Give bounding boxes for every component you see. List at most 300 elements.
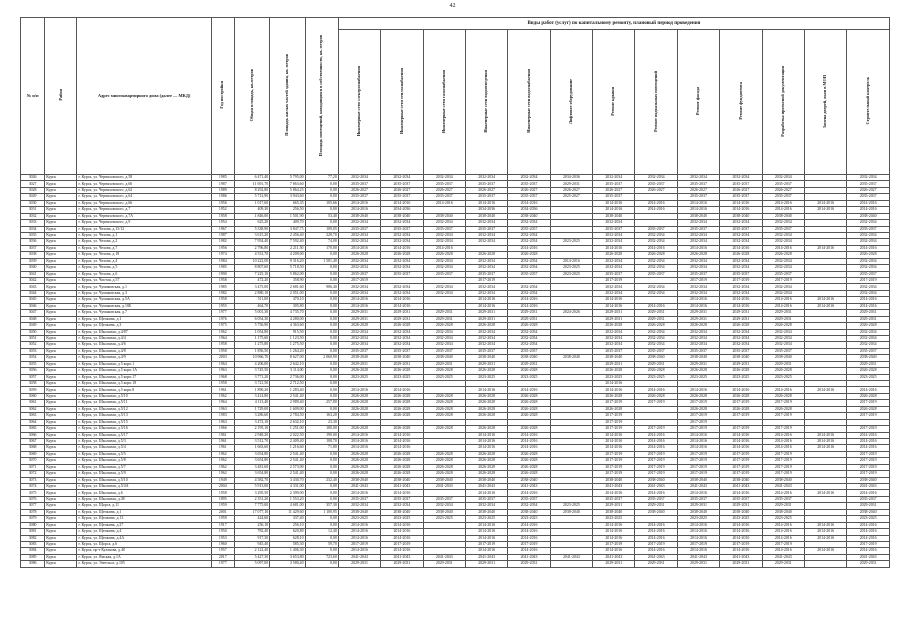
cell-work-period: 2032-2034 — [423, 232, 465, 238]
cell-o: 0,00 — [305, 381, 338, 387]
cell-work-period: 2014-2016 — [508, 522, 550, 528]
cell-l: 2 573,90 — [270, 464, 305, 470]
cell-work-period: 2029-2031 — [423, 316, 465, 322]
cell-work-period: 2032-2034 — [423, 265, 465, 271]
cell-work-period: 2032-2034 — [423, 239, 465, 245]
cell-work-period: 2026-2028 — [847, 368, 890, 374]
cell-work-period: 2014-2016 — [338, 297, 380, 303]
cell-n: 3077 — [21, 503, 45, 509]
cell-l: 665,35 — [270, 200, 305, 206]
cell-work-period: 2026-2028 — [593, 368, 635, 374]
cell-o: 0,00 — [305, 561, 338, 567]
cell-work-period: 2023-2025 — [381, 374, 423, 380]
cell-n: 3028 — [21, 187, 45, 193]
cell-work-period: 2032-2034 — [762, 284, 804, 290]
cell-work-period: 2032-2034 — [847, 265, 890, 271]
cell-n: 3048 — [21, 316, 45, 322]
cell-o: 0,00 — [305, 329, 338, 335]
cell-work-period: 2041-2043 — [423, 484, 465, 490]
cell-d: Курск — [45, 458, 77, 464]
cell-a: г. Курск, ул. Школьная, д.5/11 — [77, 400, 211, 406]
header-work-2: Инженерные сети газоснабжения — [423, 30, 465, 175]
cell-l: 358,90 — [270, 278, 305, 284]
cell-l: 9 316,20 — [270, 258, 305, 264]
cell-work-period: 2026-2028 — [762, 323, 804, 329]
cell-d: Курск — [45, 303, 77, 309]
cell-work-period: 2026-2028 — [338, 458, 380, 464]
cell-work-period: 2032-2034 — [677, 265, 719, 271]
cell-work-period: 2038-2040 — [423, 213, 465, 219]
cell-work-period: 2014-2016 — [677, 303, 719, 309]
cell-work-period: 2014-2016 — [593, 432, 635, 438]
cell-d: Курск — [45, 522, 77, 528]
cell-work-period: 2026-2027 — [847, 187, 890, 193]
cell-work-period: 2029-2031 — [550, 181, 592, 187]
cell-y: 2001 — [211, 509, 234, 515]
cell-a: г. Курск, ул. Чумаковская, д.7 — [77, 310, 211, 316]
cell-work-period: 2029-2031 — [720, 503, 762, 509]
cell-work-period: 2014-2016 — [338, 438, 380, 444]
cell-d: Курск — [45, 213, 77, 219]
cell-work-period: 2029-2031 — [508, 316, 550, 322]
cell-a: г. Курск, ул. Школьная, д.5/4 — [77, 445, 211, 451]
cell-work-period: 2026-2028 — [847, 323, 890, 329]
cell-work-period: 2035-2037 — [847, 181, 890, 187]
header-works-group: Виды работ (услуг) по капитальному ремонту, плановый период проведения — [338, 18, 889, 30]
cell-work-period: 2026-2028 — [762, 252, 804, 258]
cell-l: 3 114,00 — [270, 368, 305, 374]
cell-t: 1 175,60 — [234, 335, 269, 341]
cell-y: 1958 — [211, 297, 234, 303]
cell-t: 3 512,70 — [234, 438, 269, 444]
cell-a: г. Курск, ул. Чехова, д.1 — [77, 232, 211, 238]
cell-y: 1983 — [211, 413, 234, 419]
cell-work-period: 2026-2028 — [381, 413, 423, 419]
cell-work-period: 2026-2028 — [677, 368, 719, 374]
cell-work-period: 2014-2016 — [762, 529, 804, 535]
cell-work-period: 2014-2016 — [465, 297, 507, 303]
cell-work-period: 2017-2019 — [762, 541, 804, 547]
cell-work-period: 2032-2034 — [338, 284, 380, 290]
cell-work-period: 2014-2016 — [338, 245, 380, 251]
cell-a: г. Курск, ул. Школьная, д.5/9 — [77, 471, 211, 477]
cell-work-period: 2035-2037 — [593, 181, 635, 187]
cell-l: 2 022,50 — [270, 432, 305, 438]
cell-work-period: 2014-2016 — [338, 303, 380, 309]
cell-work-period: 2017-2019 — [635, 451, 677, 457]
cell-work-period: 2041-2043 — [423, 554, 465, 560]
cell-work-period: 2014-2016 — [508, 297, 550, 303]
cell-y: 1963 — [211, 406, 234, 412]
cell-work-period: 2026-2028 — [677, 323, 719, 329]
cell-d: Курск — [45, 374, 77, 380]
cell-work-period: 2032-2034 — [635, 258, 677, 264]
cell-n: 3068 — [21, 445, 45, 451]
cell-y: 1958 — [211, 213, 234, 219]
cell-work-period: 2035-2037 — [720, 194, 762, 200]
cell-work-period: 2014-2016 — [720, 207, 762, 213]
cell-work-period: 2038-2040 — [677, 477, 719, 483]
cell-a: г. Курск, ул. Чехова, д.7 — [77, 245, 211, 251]
cell-o: 0,00 — [305, 271, 338, 277]
cell-work-period: 2014-2016 — [847, 445, 890, 451]
cell-d: Курск — [45, 297, 77, 303]
cell-work-period: 2035-2037 — [381, 271, 423, 277]
cell-d: Курск — [45, 477, 77, 483]
cell-d: Курск — [45, 368, 77, 374]
cell-t: 3 654,80 — [234, 451, 269, 457]
cell-work-period: 2032-2034 — [593, 284, 635, 290]
cell-work-period: 2029-2031 — [593, 361, 635, 367]
cell-l: 628,10 — [270, 535, 305, 541]
cell-t: 3 475,00 — [234, 284, 269, 290]
cell-work-period: 2035-2037 — [762, 496, 804, 502]
cell-a: г. Курск, пр-т Кулакова, д.40 — [77, 548, 211, 554]
cell-work-period: 2035-2037 — [720, 348, 762, 354]
cell-work-period: 2026-2028 — [508, 426, 550, 432]
cell-t: 3 721,50 — [234, 381, 269, 387]
cell-work-period: 2014-2016 — [381, 200, 423, 206]
cell-y: 1961 — [211, 438, 234, 444]
cell-work-period: 2038-2040 — [381, 477, 423, 483]
cell-work-period: 2026-2028 — [465, 451, 507, 457]
cell-work-period: 2017-2019 — [635, 471, 677, 477]
cell-l: 2 642,10 — [270, 361, 305, 367]
cell-work-period: 2026-2028 — [381, 400, 423, 406]
cell-y: 1895 — [211, 496, 234, 502]
cell-a: г. Курск, ул. Школьная, д.5/7 — [77, 464, 211, 470]
cell-l: 4 280,00 — [270, 316, 305, 322]
cell-n: 3083 — [21, 541, 45, 547]
cell-t: 3 286,60 — [234, 413, 269, 419]
cell-work-period: 2038-2040 — [423, 355, 465, 361]
cell-work-period: 2032-2034 — [635, 175, 677, 181]
cell-work-period: 2032-2034 — [338, 503, 380, 509]
cell-a: г. Курск, ул. Ямская, д.1А — [77, 554, 211, 560]
cell-n: 3067 — [21, 438, 45, 444]
header-work-3: Инженерные сети водоотведения — [465, 30, 507, 175]
cell-y: 1987 — [211, 232, 234, 238]
cell-work-period: 2014-2016 — [381, 297, 423, 303]
cell-work-period: 2014-2016 — [720, 548, 762, 554]
cell-work-period: 2023-2025 — [550, 271, 592, 277]
cell-work-period: 2041-2043 — [635, 554, 677, 560]
cell-work-period: 2014-2016 — [720, 490, 762, 496]
cell-work-period: 2032-2034 — [635, 335, 677, 341]
cell-work-period: 2032-2034 — [338, 342, 380, 348]
cell-work-period: 2014-2016 — [804, 522, 846, 528]
cell-n: 3086 — [21, 561, 45, 567]
cell-work-period: 2035-2037 — [508, 348, 550, 354]
cell-y: 1985 — [211, 284, 234, 290]
cell-n: 3076 — [21, 496, 45, 502]
cell-work-period: 2017-2019 — [677, 451, 719, 457]
cell-n: 3042 — [21, 278, 45, 284]
cell-work-period: 2026-2028 — [423, 464, 465, 470]
cell-work-period: 2026-2028 — [847, 406, 890, 412]
cell-y: 1958 — [211, 490, 234, 496]
cell-work-period: 2029-2031 — [720, 561, 762, 567]
cell-l: 2 712,50 — [270, 381, 305, 387]
cell-n: 3027 — [21, 181, 45, 187]
cell-work-period: 2032-2034 — [762, 239, 804, 245]
header-district: Район — [45, 18, 77, 175]
cell-o: 0,00 — [305, 451, 338, 457]
cell-o: 0,00 — [305, 342, 338, 348]
cell-work-period: 2014-2016 — [338, 548, 380, 554]
cell-work-period: 2026-2028 — [720, 252, 762, 258]
cell-work-period: 2014-2016 — [635, 207, 677, 213]
cell-work-period: 2035-2037 — [847, 348, 890, 354]
cell-work-period: 2026-2028 — [508, 413, 550, 419]
cell-work-period: 2014-2016 — [465, 303, 507, 309]
cell-work-period: 2023-2025 — [847, 516, 890, 522]
cell-work-period: 2041-2043 — [508, 484, 550, 490]
header-living-area: Площадь жилых частей здания, кв. метров — [270, 18, 305, 175]
cell-t: 1 846,00 — [234, 213, 269, 219]
cell-work-period: 2035-2037 — [847, 496, 890, 502]
cell-y: 1985 — [211, 265, 234, 271]
cell-work-period: 2026-2027 — [635, 187, 677, 193]
cell-work-period: 2026-2028 — [465, 464, 507, 470]
cell-work-period: 2034-2036 — [381, 207, 423, 213]
cell-work-period: 2014-2016 — [847, 522, 890, 528]
cell-work-period: 2029-2031 — [847, 361, 890, 367]
cell-work-period: 2014-2016 — [804, 535, 846, 541]
cell-work-period: 2026-2028 — [762, 368, 804, 374]
cell-work-period: 2032-2034 — [720, 232, 762, 238]
cell-work-period: 2014-2016 — [762, 445, 804, 451]
cell-work-period: 2029-2031 — [593, 310, 635, 316]
cell-o: 0,00 — [305, 361, 338, 367]
cell-y: 1967 — [211, 226, 234, 232]
cell-work-period: 2029-2031 — [423, 561, 465, 567]
cell-work-period: 2017-2019 — [762, 471, 804, 477]
cell-o: 0,00 — [305, 310, 338, 316]
cell-d: Курск — [45, 284, 77, 290]
cell-work-period: 2014-2016 — [593, 200, 635, 206]
cell-work-period: 2029-2031 — [762, 361, 804, 367]
cell-n: 3043 — [21, 284, 45, 290]
cell-work-period: 2026-2028 — [508, 368, 550, 374]
cell-o: 0,00 — [305, 374, 338, 380]
cell-work-period: 2029-2031 — [593, 503, 635, 509]
cell-work-period: 2017-2019 — [593, 419, 635, 425]
cell-d: Курск — [45, 329, 77, 335]
cell-work-period: 2017-2019 — [762, 400, 804, 406]
cell-n: 3064 — [21, 419, 45, 425]
cell-work-period: 2035-2037 — [635, 348, 677, 354]
cell-work-period: 2029-2031 — [677, 561, 719, 567]
cell-work-period: 2023-2025 — [762, 516, 804, 522]
cell-work-period: 2014-2016 — [338, 522, 380, 528]
cell-work-period: 2032-2034 — [381, 503, 423, 509]
cell-work-period: 2014-2016 — [804, 387, 846, 393]
cell-work-period: 2032-2034 — [762, 329, 804, 335]
cell-work-period: 2026-2028 — [338, 323, 380, 329]
cell-work-period: 2014-2016 — [593, 445, 635, 451]
cell-work-period: 2017-2019 — [847, 541, 890, 547]
cell-d: Курск — [45, 335, 77, 341]
cell-work-period: 2035-2037 — [465, 496, 507, 502]
cell-work-period: 2026-2028 — [465, 368, 507, 374]
cell-work-period: 2014-2016 — [635, 438, 677, 444]
cell-work-period: 2026-2028 — [508, 323, 550, 329]
cell-work-period: 2035-2037 — [465, 181, 507, 187]
cell-a: г. Курск, ул. Школьная, д.5/13 — [77, 413, 211, 419]
cell-o: 0,00 — [305, 484, 338, 490]
cell-work-period: 2017-2019 — [593, 278, 635, 284]
cell-work-period: 2032-2034 — [508, 258, 550, 264]
cell-work-period: 2017-2019 — [338, 541, 380, 547]
cell-work-period: 2032-2034 — [465, 265, 507, 271]
cell-work-period: 2035-2037 — [508, 271, 550, 277]
cell-work-period: 2014-2016 — [720, 245, 762, 251]
cell-work-period: 2029-2031 — [635, 316, 677, 322]
cell-work-period: 2032-2034 — [465, 220, 507, 226]
cell-work-period: 2032-2034 — [720, 290, 762, 296]
cell-l: 3 847,75 — [270, 226, 305, 232]
cell-d: Курск — [45, 232, 77, 238]
cell-work-period: 2029-2031 — [508, 561, 550, 567]
cell-l: 1 501,90 — [270, 213, 305, 219]
cell-work-period: 2038-2040 — [762, 355, 804, 361]
cell-work-period: 2017-2019 — [465, 541, 507, 547]
cell-work-period: 2032-2034 — [593, 335, 635, 341]
cell-n: 3070 — [21, 458, 45, 464]
cell-work-period: 2026-2028 — [847, 393, 890, 399]
cell-work-period: 2026-2028 — [423, 471, 465, 477]
cell-work-period: 2038-2040 — [847, 509, 890, 515]
cell-l: 7 863,60 — [270, 181, 305, 187]
cell-work-period: 2032-2034 — [423, 290, 465, 296]
cell-work-period: 2032-2034 — [508, 220, 550, 226]
cell-n: 3069 — [21, 451, 45, 457]
cell-work-period: 2032-2034 — [508, 284, 550, 290]
cell-work-period: 2029-2031 — [635, 361, 677, 367]
cell-d: Курск — [45, 355, 77, 361]
cell-work-period: 2041-2043 — [381, 484, 423, 490]
cell-work-period: 2029-2031 — [381, 316, 423, 322]
cell-t: 1 663,60 — [234, 445, 269, 451]
cell-work-period: 2035-2037 — [677, 348, 719, 354]
cell-a: г. Курск, ул. Щепкина, д.3 — [77, 323, 211, 329]
cell-work-period: 2041-2043 — [550, 554, 592, 560]
cell-d: Курск — [45, 451, 77, 457]
cell-work-period: 2035-2037 — [381, 181, 423, 187]
cell-a: г. Курск, ул. Школьная, д.5/8 — [77, 458, 211, 464]
header-address: Адрес многоквартирного дома (далее — МКД) — [77, 18, 211, 175]
cell-work-period: 2017-2019 — [635, 464, 677, 470]
cell-work-period: 2032-2034 — [847, 239, 890, 245]
cell-work-period: 2023-2025 — [465, 516, 507, 522]
cell-t: 5 712,90 — [234, 194, 269, 200]
cell-l: 4 363,60 — [270, 323, 305, 329]
cell-y: 1950 — [211, 529, 234, 535]
cell-work-period: 2026-2028 — [423, 400, 465, 406]
cell-work-period: 2017-2019 — [635, 400, 677, 406]
cell-work-period: 2014-2016 — [677, 207, 719, 213]
cell-l: 2 989,40 — [270, 400, 305, 406]
cell-n: 3040 — [21, 265, 45, 271]
cell-work-period: 2029-2031 — [762, 316, 804, 322]
cell-work-period: 2014-2016 — [677, 445, 719, 451]
cell-work-period: 2032-2034 — [635, 239, 677, 245]
cell-l: 337,40 — [270, 516, 305, 522]
cell-work-period: 2014-2016 — [593, 297, 635, 303]
cell-work-period: 2014-2016 — [508, 445, 550, 451]
cell-d: Курск — [45, 393, 77, 399]
cell-work-period: 2035-2037 — [465, 271, 507, 277]
cell-n: 3037 — [21, 245, 45, 251]
cell-work-period: 2032-2034 — [847, 335, 890, 341]
cell-work-period: 2014-2016 — [508, 432, 550, 438]
cell-t: 3 472,10 — [234, 419, 269, 425]
cell-d: Курск — [45, 258, 77, 264]
cell-work-period: 2029-2031 — [338, 561, 380, 567]
cell-work-period: 2026-2027 — [550, 187, 592, 193]
cell-work-period: 2014-2016 — [381, 438, 423, 444]
cell-work-period: 2026-2027 — [381, 187, 423, 193]
cell-l: 2 399,00 — [270, 490, 305, 496]
cell-work-period: 2038-2040 — [677, 213, 719, 219]
cell-work-period: 2032-2034 — [762, 220, 804, 226]
cell-work-period: 2026-2028 — [508, 471, 550, 477]
cell-d: Курск — [45, 381, 77, 387]
cell-work-period: 2014-2016 — [720, 445, 762, 451]
cell-work-period: 2035-2037 — [423, 496, 465, 502]
cell-work-period: 2032-2034 — [677, 284, 719, 290]
cell-work-period: 2026-2028 — [465, 393, 507, 399]
cell-work-period: 2014-2016 — [465, 490, 507, 496]
cell-work-period: 2035-2037 — [762, 181, 804, 187]
cell-work-period: 2032-2034 — [465, 232, 507, 238]
cell-n: 3038 — [21, 252, 45, 258]
cell-work-period: 2014-2016 — [381, 548, 423, 554]
cell-work-period: 2038-2040 — [465, 213, 507, 219]
cell-work-period: 2014-2016 — [508, 438, 550, 444]
cell-work-period: 2014-2016 — [847, 303, 890, 309]
cell-work-period: 2017-2019 — [593, 471, 635, 477]
cell-d: Курск — [45, 387, 77, 393]
cell-work-period: 2026-2028 — [465, 323, 507, 329]
cell-work-period: 2024-2026 — [550, 310, 592, 316]
cell-a: г. Курск, ул. Школьная, д.5 корп.18 — [77, 381, 211, 387]
cell-work-period: 2029-2031 — [635, 503, 677, 509]
cell-a: г. Курск, ул. Чехова, д.5 — [77, 265, 211, 271]
cell-o: 0,00 — [305, 194, 338, 200]
cell-work-period: 2029-2031 — [762, 561, 804, 567]
header-work-10: Разработка проектной документации — [762, 30, 804, 175]
cell-t: 8 292,80 — [234, 187, 269, 193]
cell-work-period: 2035-2037 — [593, 226, 635, 232]
cell-work-period: 2026-2028 — [593, 406, 635, 412]
cell-work-period: 2032-2034 — [593, 290, 635, 296]
cell-work-period: 2029-2031 — [593, 561, 635, 567]
cell-work-period: 2038-2040 — [635, 509, 677, 515]
cell-work-period: 2035-2037 — [381, 194, 423, 200]
cell-d: Курск — [45, 348, 77, 354]
cell-work-period: 2032-2034 — [677, 220, 719, 226]
cell-work-period: 2029-2031 — [635, 310, 677, 316]
cell-t: 6 054,30 — [234, 316, 269, 322]
cell-d: Курск — [45, 226, 77, 232]
cell-work-period: 2014-2016 — [804, 445, 846, 451]
cell-a: г. Курск, ул. Черняховского, д.9 — [77, 220, 211, 226]
cell-d: Курск — [45, 252, 77, 258]
cell-a: г. Курск, ул. Школьная, д.4/8 — [77, 348, 211, 354]
cell-t: 4 531,70 — [234, 252, 269, 258]
